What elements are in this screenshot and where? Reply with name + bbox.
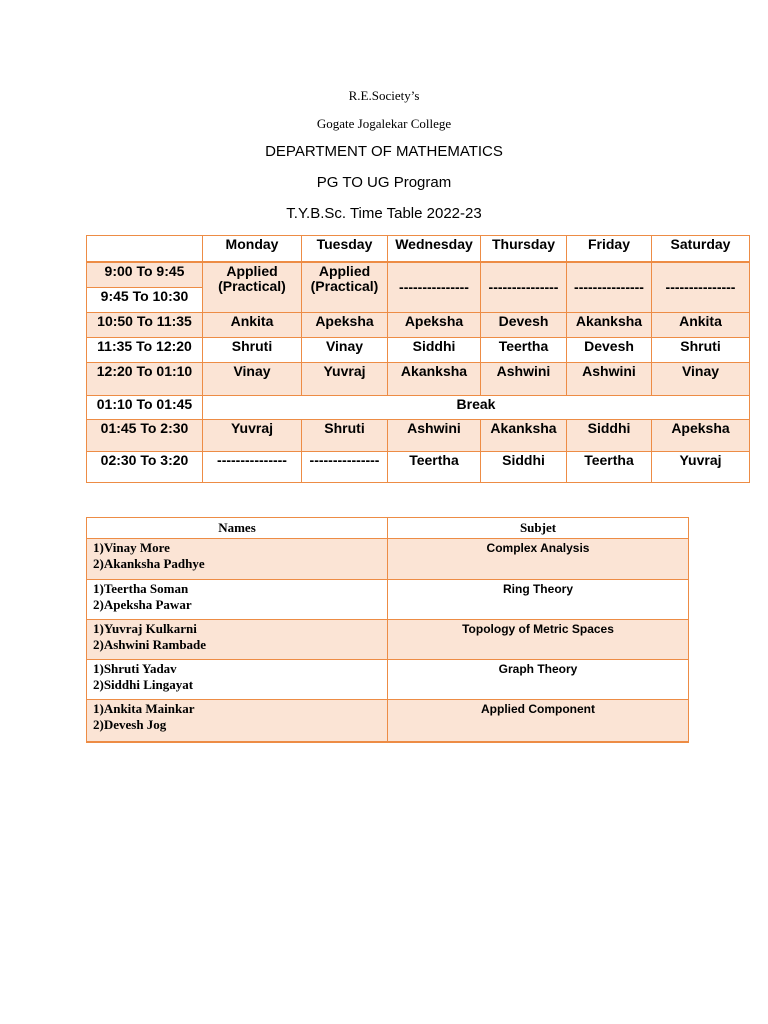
schedule-cell: Yuvraj — [652, 452, 750, 483]
schedule-cell — [203, 262, 302, 313]
names-cell — [87, 580, 388, 620]
timetable-row — [87, 363, 750, 396]
schedule-cell: Teertha — [481, 338, 567, 363]
time-cell: 11:35 To 12:20 — [87, 338, 203, 363]
schedule-cell: Akanksha — [567, 313, 652, 338]
teacher-name: 1)Vinay More — [93, 540, 170, 555]
names-cell — [87, 660, 388, 700]
schedule-cell: --------------- — [302, 452, 388, 483]
day-header: Monday — [203, 236, 302, 262]
timetable-row — [87, 452, 750, 483]
schedule-cell: Ankita — [203, 313, 302, 338]
timetable-row — [87, 338, 750, 363]
day-header: Tuesday — [302, 236, 388, 262]
schedule-cell: Vinay — [652, 363, 750, 396]
schedule-cell: --------------- — [652, 262, 750, 313]
timetable-row — [87, 420, 750, 452]
program-title: PG TO UG Program — [316, 174, 452, 191]
teacher-subject-header-row — [87, 518, 689, 539]
subject-column-header: Subjet — [388, 518, 689, 539]
timetable-row — [87, 262, 750, 288]
day-header: Wednesday — [388, 236, 481, 262]
subject-cell: Ring Theory — [388, 580, 689, 620]
college-name: Gogate Jogalekar College — [316, 116, 452, 131]
time-cell: 9:00 To 9:45 — [87, 262, 203, 288]
schedule-cell: Vinay — [302, 338, 388, 363]
schedule-cell: Shruti — [652, 338, 750, 363]
teacher-name: 1)Shruti Yadav — [93, 661, 177, 676]
assignment-row — [87, 700, 689, 742]
society-name: R.E.Society’s — [348, 88, 420, 103]
timetable-header-row — [87, 236, 750, 262]
time-cell: 01:45 To 2:30 — [87, 420, 203, 452]
schedule-cell: Vinay — [203, 363, 302, 396]
break-cell: Break — [203, 396, 750, 420]
schedule-cell: Ankita — [652, 313, 750, 338]
schedule-cell: Akanksha — [388, 363, 481, 396]
assignment-row — [87, 539, 689, 580]
practical-line: Applied — [318, 262, 371, 279]
names-column-header: Names — [87, 518, 388, 539]
schedule-cell: Ashwini — [388, 420, 481, 452]
assignment-row — [87, 580, 689, 620]
schedule-cell: --------------- — [567, 262, 652, 313]
day-header: Saturday — [652, 236, 750, 262]
schedule-cell: Shruti — [203, 338, 302, 363]
schedule-cell: Apeksha — [388, 313, 481, 338]
teacher-name: 1)Ankita Mainkar — [93, 701, 195, 716]
day-header: Thursday — [481, 236, 567, 262]
schedule-cell: Siddhi — [567, 420, 652, 452]
schedule-cell: Devesh — [481, 313, 567, 338]
time-cell: 01:10 To 01:45 — [87, 396, 203, 420]
schedule-cell: Yuvraj — [203, 420, 302, 452]
teacher-name: 2)Devesh Jog — [93, 717, 167, 732]
timetable-title: T.Y.B.Sc. Time Table 2022-23 — [286, 205, 482, 222]
schedule-cell: Shruti — [302, 420, 388, 452]
names-cell — [87, 539, 388, 580]
schedule-cell: Teertha — [388, 452, 481, 483]
teacher-name: 2)Siddhi Lingayat — [93, 677, 194, 692]
schedule-cell: Apeksha — [652, 420, 750, 452]
schedule-cell: Akanksha — [481, 420, 567, 452]
subject-cell: Applied Component — [388, 700, 689, 742]
schedule-cell: Yuvraj — [302, 363, 388, 396]
schedule-cell: Apeksha — [302, 313, 388, 338]
schedule-cell: Devesh — [567, 338, 652, 363]
schedule-cell: Teertha — [567, 452, 652, 483]
names-cell — [87, 700, 388, 742]
schedule-cell: --------------- — [388, 262, 481, 313]
schedule-cell — [302, 262, 388, 313]
teacher-name: 1)Yuvraj Kulkarni — [93, 621, 197, 636]
practical-line: (Practical) — [310, 277, 379, 294]
time-cell: 02:30 To 3:20 — [87, 452, 203, 483]
names-cell — [87, 620, 388, 660]
assignment-row — [87, 660, 689, 700]
corner-cell — [87, 236, 203, 262]
timetable — [86, 235, 750, 483]
subject-cell: Graph Theory — [388, 660, 689, 700]
schedule-cell: Siddhi — [388, 338, 481, 363]
schedule-cell: Ashwini — [481, 363, 567, 396]
practical-line: Applied — [226, 262, 278, 279]
schedule-cell: Ashwini — [567, 363, 652, 396]
schedule-cell: --------------- — [203, 452, 302, 483]
time-cell: 12:20 To 01:10 — [87, 363, 203, 396]
day-header: Friday — [567, 236, 652, 262]
timetable-row — [87, 313, 750, 338]
teacher-name: 1)Teertha Soman — [93, 581, 189, 596]
schedule-cell: Siddhi — [481, 452, 567, 483]
schedule-cell: --------------- — [481, 262, 567, 313]
time-cell: 9:45 To 10:30 — [87, 288, 203, 313]
teacher-name: 2)Apeksha Pawar — [93, 597, 192, 612]
teacher-subject-table — [86, 517, 689, 743]
teacher-name: 2)Akanksha Padhye — [93, 556, 205, 571]
subject-cell: Complex Analysis — [388, 539, 689, 580]
practical-line: (Practical) — [218, 277, 286, 294]
department-title: DEPARTMENT OF MATHEMATICS — [265, 143, 503, 160]
subject-cell: Topology of Metric Spaces — [388, 620, 689, 660]
time-cell: 10:50 To 11:35 — [87, 313, 203, 338]
break-row — [87, 396, 750, 420]
assignment-row — [87, 620, 689, 660]
teacher-name: 2)Ashwini Rambade — [93, 637, 207, 652]
